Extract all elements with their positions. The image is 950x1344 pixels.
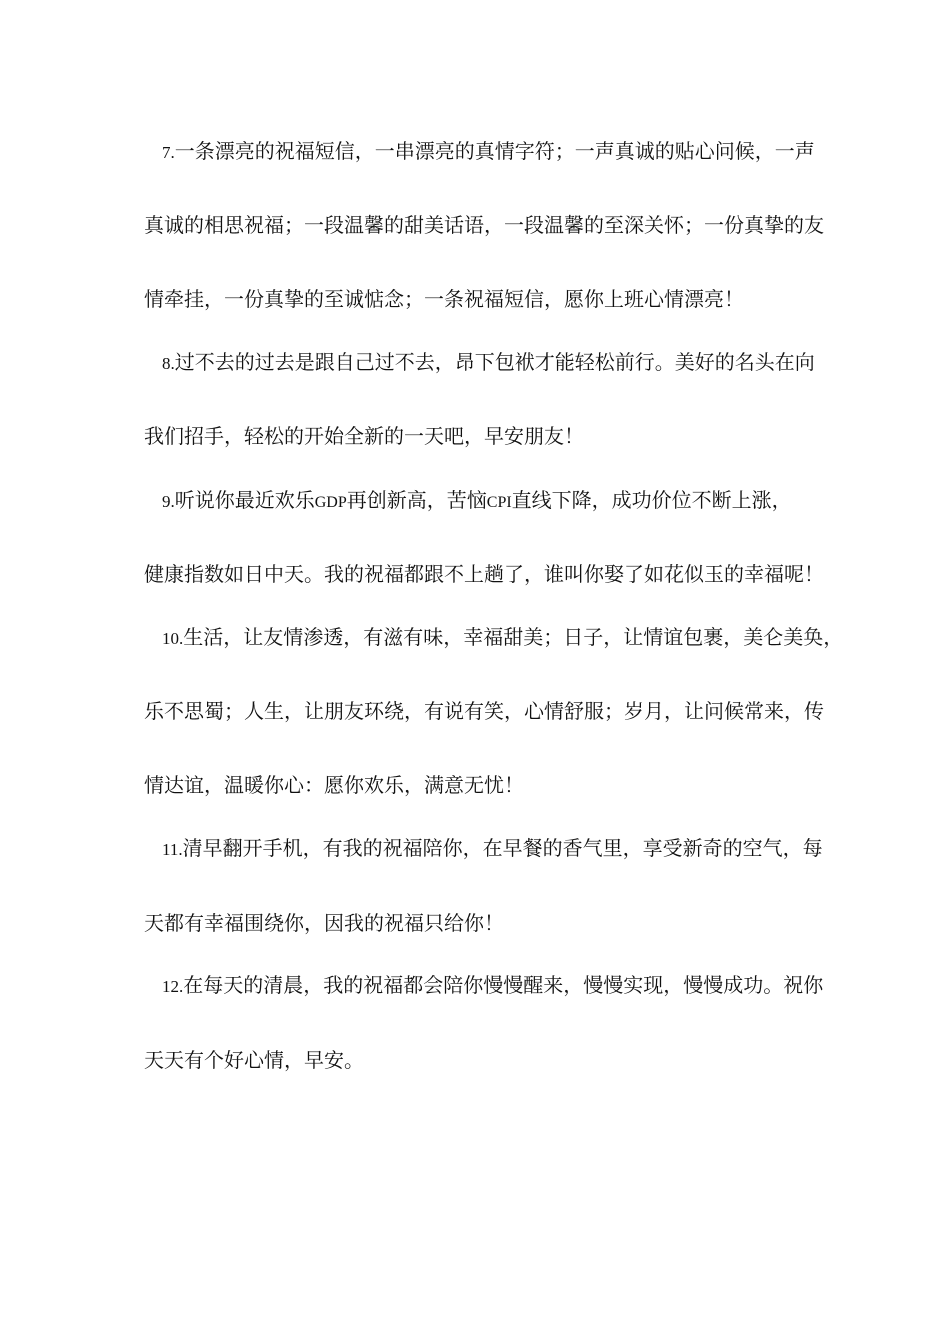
paragraph-text: 一条漂亮的祝福短信，一串漂亮的真情字符；一声真诚的贴心问候，一声 bbox=[174, 139, 815, 163]
paragraph-8-line-2: 我们招手，轻松的开始全新的一天吧，早安朋友！ bbox=[144, 424, 584, 448]
paragraph-number: 8. bbox=[162, 354, 175, 373]
cpi-text: CPI bbox=[486, 494, 512, 511]
paragraph-7-line-1 bbox=[162, 138, 842, 166]
paragraph-11-line-2: 天都有幸福围绕你，因我的祝福只给你！ bbox=[144, 911, 504, 935]
paragraph-text: 直线下降，成功价位不断上涨， bbox=[511, 488, 792, 512]
paragraph-text: 清早翻开手机，有我的祝福陪你，在早餐的香气里，享受新奇的空气，每 bbox=[182, 836, 823, 860]
paragraph-11-line-1 bbox=[162, 835, 842, 863]
paragraph-text: 生活，让友情渗透，有滋有味，幸福甜美；日子，让情谊包裹，美仑美奂， bbox=[183, 625, 844, 649]
paragraph-10-line-2: 乐不思蜀；人生，让朋友环绕，有说有笑，心情舒服；岁月，让问候常来，传 bbox=[144, 699, 824, 723]
paragraph-10-line-3: 情达谊，温暖你心：愿你欢乐，满意无忧！ bbox=[144, 773, 524, 797]
paragraph-7-line-2: 真诚的相思祝福；一段温馨的甜美话语，一段温馨的至深关怀；一份真挚的友 bbox=[144, 213, 824, 237]
paragraph-8-line-1 bbox=[162, 349, 842, 377]
paragraph-12-line-2: 天天有个好心情，早安。 bbox=[144, 1048, 364, 1072]
paragraph-9-line-1 bbox=[162, 487, 842, 516]
paragraph-number: 9. bbox=[162, 492, 175, 511]
paragraph-number: 7. bbox=[162, 143, 175, 162]
paragraph-12-line-1 bbox=[162, 972, 842, 1000]
paragraph-text: 再创新高，苦恼 bbox=[346, 488, 487, 512]
paragraph-10-line-1 bbox=[162, 624, 842, 652]
gdp-text: GDP bbox=[314, 494, 347, 511]
paragraph-text: 听说你最近欢乐 bbox=[174, 488, 315, 512]
paragraph-number: 12. bbox=[162, 977, 184, 996]
paragraph-number: 10. bbox=[162, 629, 184, 648]
paragraph-text: 过不去的过去是跟自己过不去，昂下包袱才能轻松前行。美好的名头在向 bbox=[174, 350, 815, 374]
paragraph-9-line-2: 健康指数如日中天。我的祝福都跟不上趟了，谁叫你娶了如花似玉的幸福呢！ bbox=[144, 562, 824, 586]
paragraph-text: 在每天的清晨，我的祝福都会陪你慢慢醒来，慢慢实现，慢慢成功。祝你 bbox=[183, 973, 824, 997]
paragraph-number: 11. bbox=[162, 840, 183, 859]
paragraph-7-line-3: 情牵挂，一份真挚的至诚惦念；一条祝福短信，愿你上班心情漂亮！ bbox=[144, 287, 744, 311]
